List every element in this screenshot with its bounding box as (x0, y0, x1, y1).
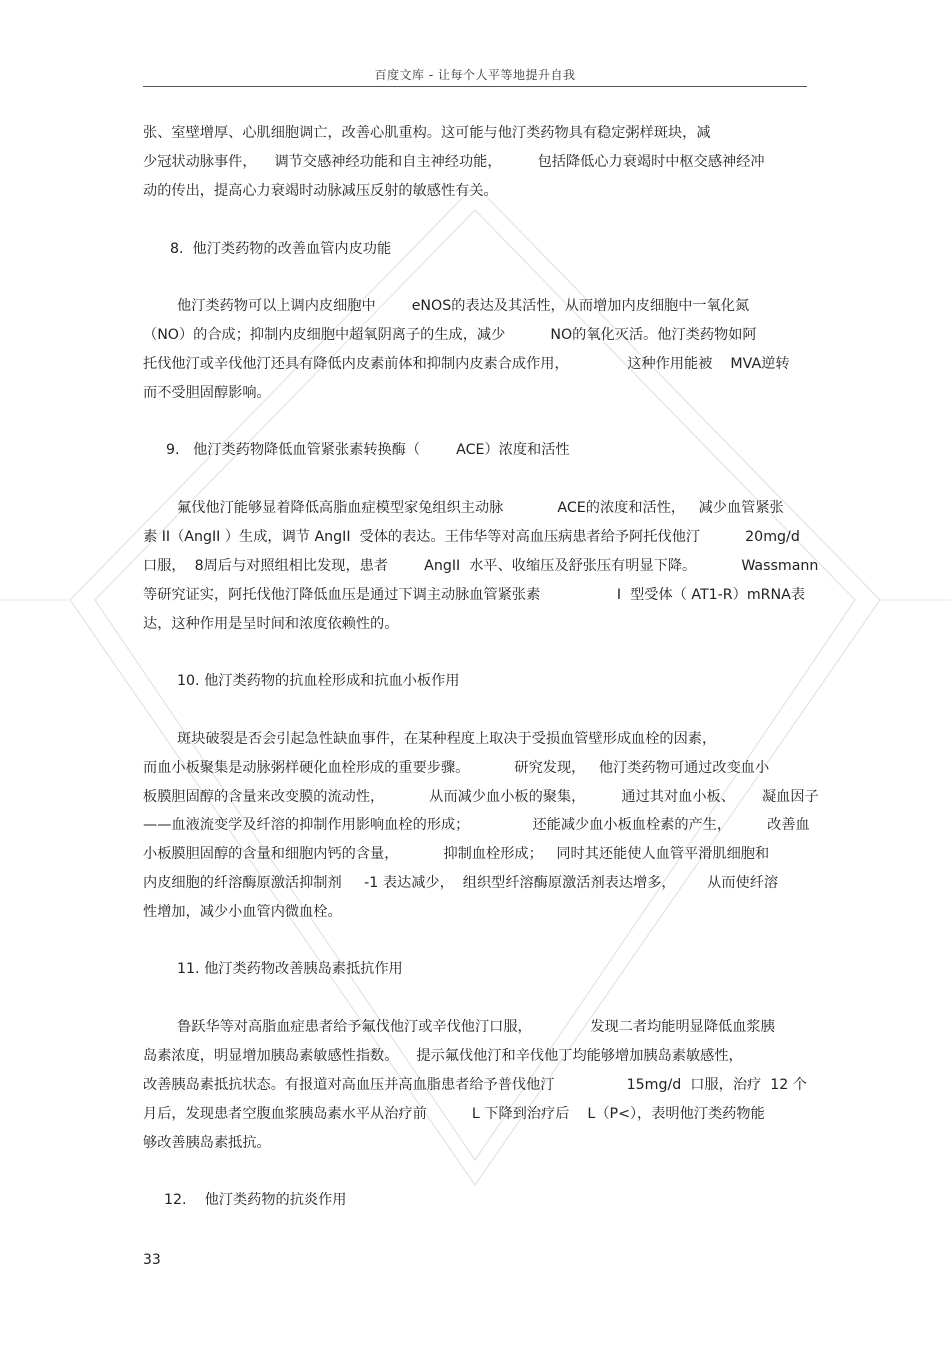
text-line: 张、室壁增厚、心肌细胞调亡，改善心肌重构。这可能与他汀类药物具有稳定粥样斑块，减 (143, 125, 711, 141)
text-line: 够改善胰岛素抵抗。 (143, 1135, 271, 1151)
text-line: 鲁跃华等对高脂血症患者给予氟伐他汀或辛伐他汀口服， 发现二者均能明显降低血浆胰 (177, 1019, 775, 1035)
page-header: 百度文库 - 让每个人平等地提升自我 (374, 68, 576, 82)
text-line: 动的传出，提高心力衰竭时动脉减压反射的敏感性有关。 (143, 183, 498, 199)
text-line: （NO）的合成；抑制内皮细胞中超氧阴离子的生成，减少 NO的氧化灭活。他汀类药物如阿 (143, 327, 757, 343)
text-line: 而不受胆固醇影响。 (143, 385, 271, 401)
text-line: ——血液流变学及纤溶的抑制作用影响血栓的形成； 还能减少血小板血栓素的产生， 改善血 (143, 817, 810, 833)
text-line: 素 II（AngII ）生成，调节 AngII 受体的表达。王伟华等对高血压病患者给予阿托伐他汀 20mg/d (143, 529, 800, 545)
section-heading-8: 8. 他汀类药物的改善血管内皮功能 (170, 241, 392, 257)
text-line: 少冠状动脉事件， 调节交感神经功能和自主神经功能， 包括降低心力衰竭时中枢交感神经冲 (143, 154, 765, 170)
header-divider (143, 86, 807, 87)
text-line: 月后，发现患者空腹血浆胰岛素水平从治疗前 L 下降到治疗后 L（P<），表明他汀类药物能 (143, 1106, 765, 1122)
section-heading-10: 10. 他汀类药物的抗血栓形成和抗血小板作用 (177, 673, 460, 689)
text-line: 他汀类药物可以上调内皮细胞中 eNOS的表达及其活性，从而增加内皮细胞中一氧化氮 (177, 298, 750, 314)
text-line: 等研究证实，阿托伐他汀降低血压是通过下调主动脉血管紧张素 I 型受体（ AT1-R）mRNA表 (143, 587, 806, 603)
section-heading-11: 11. 他汀类药物改善胰岛素抵抗作用 (177, 961, 403, 977)
text-line: 内皮细胞的纤溶酶原激活抑制剂 -1 表达减少， 组织型纤溶酶原激活剂表达增多， 从而使纤溶 (143, 875, 779, 891)
section-heading-9: 9. 他汀类药物降低血管紧张素转换酶（ ACE）浓度和活性 (166, 442, 570, 458)
text-line: 托伐他汀或辛伐他汀还具有降低内皮素前体和抑制内皮素合成作用， 这种作用能被 MVA逆转 (143, 356, 790, 372)
text-line: 岛素浓度，明显增加胰岛素敏感性指数。 提示氟伐他汀和辛伐他丁均能够增加胰岛素敏感性， (143, 1048, 743, 1064)
text-line: 斑块破裂是否会引起急性缺血事件，在某种程度上取决于受损血管壁形成血栓的因素， (177, 731, 717, 747)
text-line: 而血小板聚集是动脉粥样硬化血栓形成的重要步骤。 研究发现， 他汀类药物可通过改变血小 (143, 760, 770, 776)
text-line: 氟伐他汀能够显着降低高脂血症模型家兔组织主动脉 ACE的浓度和活性， 减少血管紧张 (177, 500, 784, 516)
text-line: 板膜胆固醇的含量来改变膜的流动性， 从而减少血小板的聚集， 通过其对血小板、 凝血因子 (143, 789, 819, 805)
text-line: 性增加，减少小血管内微血栓。 (143, 904, 342, 920)
text-line: 口服， 8周后与对照组相比发现，患者 AngII 水平、收缩压及舒张压有明显下降。 Wassmann (143, 558, 819, 574)
text-line: 改善胰岛素抵抗状态。有报道对高血压并高血脂患者给予普伐他汀 15mg/d 口服，治疗 12 个 (143, 1077, 807, 1093)
page-number: 33 (143, 1252, 161, 1268)
text-line: 达，这种作用是呈时间和浓度依赖性的。 (143, 616, 399, 632)
text-line: 小板膜胆固醇的含量和细胞内钙的含量， 抑制血栓形成； 同时其还能使人血管平滑肌细胞和 (143, 846, 770, 862)
section-heading-12: 12. 他汀类药物的抗炎作用 (164, 1192, 347, 1208)
